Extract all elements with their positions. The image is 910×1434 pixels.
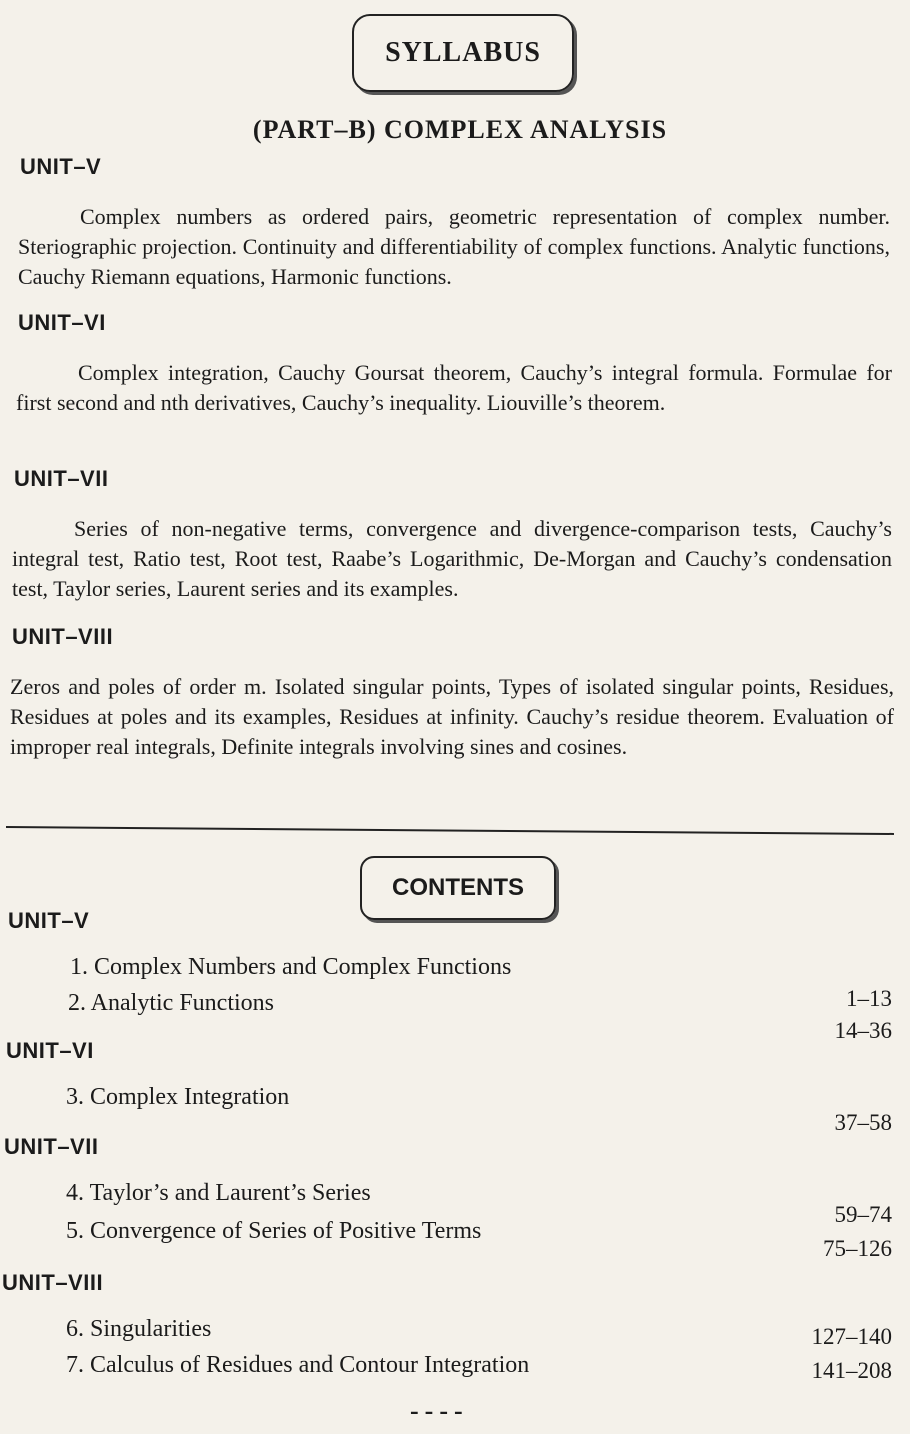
- toc-chapter-pages: 127–140: [811, 1324, 892, 1349]
- syllabus-unit-text: [12, 514, 892, 604]
- contents-unit-heading: UNIT–VIII: [2, 1270, 104, 1295]
- contents-unit-heading: UNIT–VI: [6, 1038, 94, 1063]
- contents-unit-heading: UNIT–V: [8, 908, 90, 933]
- section-divider: [6, 826, 894, 835]
- toc-chapter-pages: 14–36: [834, 1018, 892, 1043]
- syllabus-unit-text: [18, 202, 890, 292]
- syllabus-unit-text-content: Complex integration, Cauchy Goursat theorem, Cauchy’s integral formula. Formulae for first second and nth derivatives, Cauchy’s inequality. Liouville’s theorem.: [16, 360, 892, 415]
- syllabus-unit-text: [10, 672, 894, 762]
- syllabus-unit-heading: UNIT–V: [20, 154, 102, 179]
- syllabus-unit-text-content: Series of non-negative terms, convergence and divergence-comparison tests, Cauchy’s integral test, Ratio test, Root test, Raabe’s Logarithmic, De-Morgan and Cauchy’s condensation test, Taylor series, Laurent series and its examples.: [12, 516, 892, 601]
- syllabus-unit-text: [16, 358, 892, 418]
- syllabus-unit-heading: UNIT–VIII: [12, 624, 114, 649]
- toc-chapter-pages: 59–74: [834, 1202, 892, 1227]
- toc-chapter-pages: 75–126: [823, 1236, 892, 1261]
- contents-title: CONTENTS: [360, 856, 556, 920]
- syllabus-title: SYLLABUS: [352, 14, 574, 92]
- toc-chapter-pages: 37–58: [834, 1110, 892, 1135]
- toc-chapter-title: 3. Complex Integration: [66, 1084, 290, 1110]
- toc-chapter-pages: 141–208: [811, 1358, 892, 1383]
- toc-chapter-title: 2. Analytic Functions: [68, 990, 274, 1016]
- toc-chapter-title: 5. Convergence of Series of Positive Terms: [66, 1218, 482, 1244]
- syllabus-unit-heading: UNIT–VII: [14, 466, 109, 491]
- toc-chapter-pages: 1–13: [846, 986, 892, 1011]
- syllabus-unit-heading: UNIT–VI: [18, 310, 106, 335]
- toc-chapter-title: 4. Taylor’s and Laurent’s Series: [66, 1180, 371, 1206]
- syllabus-unit-text-content: Complex numbers as ordered pairs, geometric representation of complex number. Steriographic projection. Continuity and differentiability of complex functions. Analytic functions, Cauchy Riemann equations, Harmonic functions.: [18, 204, 890, 289]
- part-heading: (PART–B) COMPLEX ANALYSIS: [252, 115, 668, 144]
- toc-chapter-title: 7. Calculus of Residues and Contour Integration: [66, 1352, 530, 1378]
- contents-unit-heading: UNIT–VII: [4, 1134, 99, 1159]
- toc-chapter-title: 6. Singularities: [66, 1316, 212, 1342]
- toc-chapter-title: 1. Complex Numbers and Complex Functions: [70, 954, 512, 980]
- end-mark: ----: [410, 1396, 469, 1425]
- syllabus-unit-text-content: Zeros and poles of order m. Isolated singular points, Types of isolated singular points, Residues, Residues at poles and its examples, Residues at infinity. Cauchy’s residue theorem. Evaluation of improper real integrals, Definite integrals involving sines and cosines.: [10, 674, 894, 759]
